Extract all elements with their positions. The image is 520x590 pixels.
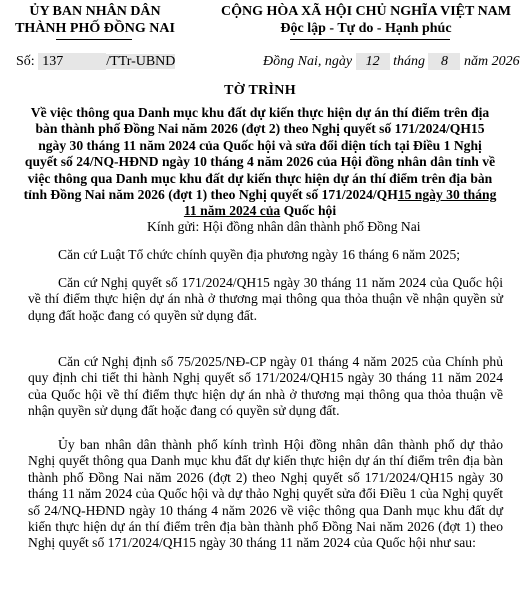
date-place: Đồng Nai, ngày xyxy=(263,54,353,69)
reference-suffix: /TTr-UBND xyxy=(106,54,176,69)
addressee-line: Kính gửi: Hội đồng nhân dân thành phố Đồng Nai xyxy=(147,219,421,234)
date-year: năm 2026 xyxy=(463,54,520,69)
motto: Độc lập - Tự do - Hạnh phúc xyxy=(280,21,452,36)
org-underline xyxy=(56,39,132,40)
document-title: TỜ TRÌNH xyxy=(224,83,296,98)
date-month-label: tháng xyxy=(393,54,425,69)
subject-end: Quốc hội xyxy=(280,203,337,219)
date-month: 8 xyxy=(428,53,460,70)
document-subject xyxy=(22,105,498,220)
subject-underlined: 15 ngày 30 tháng 11 năm 2024 của xyxy=(183,187,497,219)
reference-number: 137 xyxy=(38,53,106,70)
motto-underline xyxy=(290,39,450,40)
paragraph-legal-basis-1: Căn cứ Luật Tổ chức chính quyền địa phương ngày 16 tháng 6 năm 2025; xyxy=(58,247,461,262)
paragraph-legal-basis-2: Căn cứ Nghị quyết số 171/2024/QH15 ngày 30 tháng 11 năm 2024 của Quốc hội về thí điểm thực hiện dự án nhà ở thương mại thông qua thỏa thuận về nhận quyền sử dụng đất hoặc đang có quyền sử dụng đất. xyxy=(28,275,503,323)
org-name-line1: ỦY BAN NHÂN DÂN xyxy=(29,4,161,19)
date-day: 12 xyxy=(356,53,390,70)
document-reference xyxy=(16,53,175,70)
org-name-line2: THÀNH PHỐ ĐỒNG NAI xyxy=(15,21,175,36)
paragraph-submission: Ủy ban nhân dân thành phố kính trình Hội đồng nhân dân thành phố dự thảo Nghị quyết thông qua Danh mục khu đất dự kiến thực hiện dự án thí điểm trên địa bàn thành phố Đồng Nai năm 2026 (đợt 2) theo Nghị quyết số 171/2024/QH15 ngày 30 tháng 11 năm 2024 của Quốc hội và dự thảo Nghị quyết sửa đổi Điều 1 của Nghị quyết số 24/NQ-HĐND ngày 10 tháng 4 năm 2026 về việc thông qua Danh mục khu đất dự kiến thực hiện dự án thí điểm trên địa bàn thành phố Đồng Nai năm 2026 (đợt 1) theo Nghị quyết số 171/2024/QH15 ngày 30 tháng 11 năm 2024 của Quốc hội như sau: xyxy=(28,437,503,551)
reference-prefix: Số: xyxy=(16,54,35,69)
national-motto xyxy=(216,3,516,37)
nation-name: CỘNG HÒA XÃ HỘI CHỦ NGHĨA VIỆT NAM xyxy=(220,4,511,19)
subject-main: Về việc thông qua Danh mục khu đất dự kiến thực hiện dự án thí điểm trên địa bàn thành phố Đồng Nai năm 2026 (đợt 2) theo Nghị quyết số 171/2024/QH15 ngày 30 tháng 11 năm 2024 của Quốc hội và sửa đổi diện tích tại Điều 1 Nghị quyết số 24/NQ-HĐND ngày 10 tháng 4 năm 2026 của Hội đồng nhân dân tỉnh về việc thông qua Danh mục khu đất dự kiến thực hiện dự án thí điểm trên địa bàn tỉnh Đồng Nai năm 2026 (đợt 1) theo Nghị quyết số 171/2024/QH xyxy=(23,105,496,203)
document-date xyxy=(263,53,520,70)
issuing-organization xyxy=(6,3,184,37)
paragraph-legal-basis-3: Căn cứ Nghị định số 75/2025/NĐ-CP ngày 01 tháng 4 năm 2025 của Chính phủ quy định chi tiết thi hành Nghị quyết số 171/2024/QH15 ngày 30 tháng 11 năm 2024 của Quốc hội về thí điểm thực hiện dự án nhà ở thương mại thông qua thỏa thuận về nhận quyền sử dụng đất hoặc đang có quyền sử dụng đất. xyxy=(28,354,503,419)
